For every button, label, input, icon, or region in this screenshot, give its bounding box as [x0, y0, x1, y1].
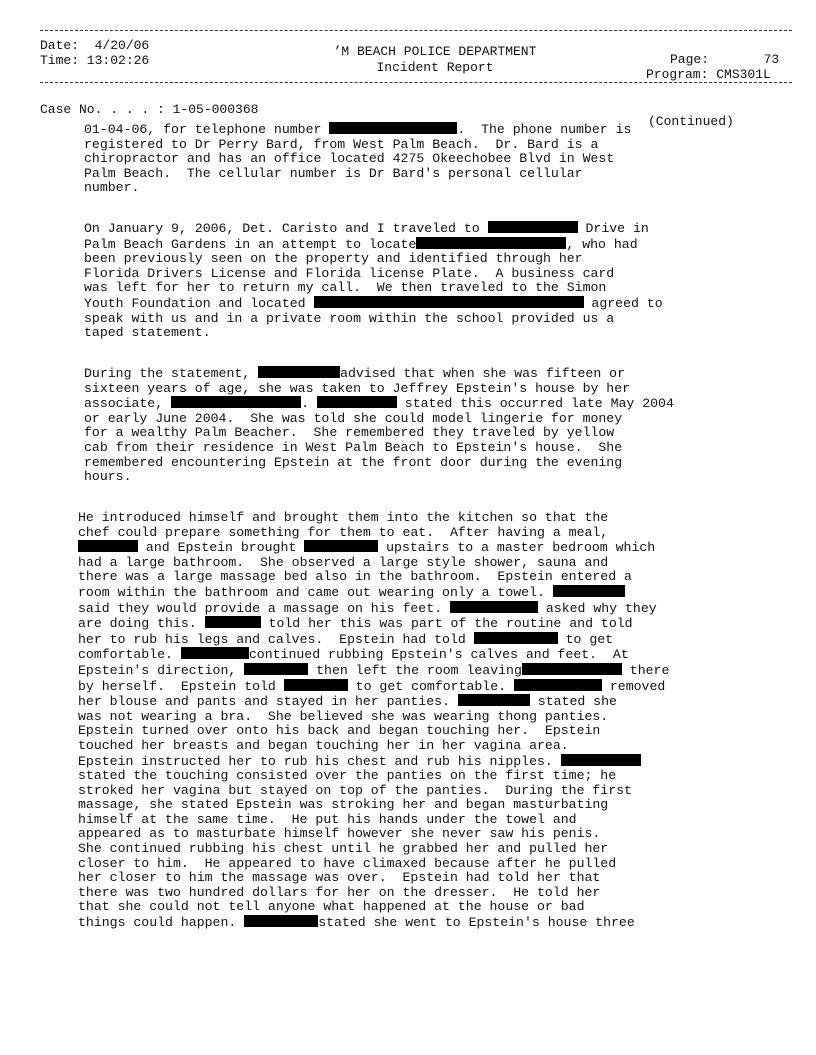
- redaction-box: [561, 754, 641, 766]
- continued-label: (Continued): [648, 114, 734, 129]
- text-line: to get comfortable.: [347, 678, 514, 694]
- header-top-rule: [40, 30, 792, 31]
- text-line: been previously seen on the property and identified through her: [84, 251, 583, 267]
- paragraph-1: [84, 122, 754, 196]
- text-line: taped statement.: [84, 325, 211, 341]
- text-line: there: [621, 662, 670, 678]
- redaction-box: [553, 585, 625, 597]
- redaction-box: [329, 122, 457, 134]
- text-line: Drive in: [577, 221, 649, 236]
- paragraph-3: [84, 366, 754, 485]
- redaction-box: [244, 915, 318, 927]
- redaction-box: [244, 663, 308, 675]
- text-line: and Epstein brought: [138, 540, 305, 556]
- text-line: her to rub his legs and calves. Epstein had told: [78, 631, 474, 647]
- text-line: , who had: [566, 236, 638, 252]
- text-line: stated she: [529, 694, 617, 710]
- text-line: Florida Drivers License and Florida license Plate. A business card: [84, 265, 615, 281]
- redaction-box: [474, 632, 558, 644]
- text-line: upstairs to a master bedroom which: [378, 540, 656, 556]
- text-line: touched her breasts and began touching her in her vagina area.: [78, 737, 569, 753]
- text-line: sixteen years of age, she was taken to Jeffrey Epstein's house by her: [84, 380, 631, 396]
- text-line: said they would provide a massage on his feet.: [78, 600, 450, 616]
- text-line: agreed to: [583, 295, 663, 311]
- redaction-box: [522, 663, 622, 675]
- text-line: Epstein turned over onto his back and began touching her. Epstein: [78, 723, 601, 739]
- report-time: Time: 13:02:26: [40, 53, 150, 68]
- text-line: 01-04-06, for telephone number: [84, 122, 330, 137]
- redaction-box: [314, 296, 584, 308]
- text-line: closer to him. He appeared to have climaxed because after he pulled: [78, 855, 617, 871]
- text-line: are doing this.: [78, 616, 205, 632]
- text-line: registered to Dr Perry Bard, from West Palm Beach. Dr. Bard is a: [84, 136, 599, 152]
- text-line: asked why they: [537, 600, 657, 616]
- redaction-box: [458, 694, 530, 706]
- page-number: Page: 73: [670, 52, 780, 67]
- paragraph-2: [84, 221, 754, 341]
- text-line: told her this was part of the routine and told: [260, 616, 633, 632]
- text-line: number.: [84, 180, 140, 196]
- text-line: advised that when she was fifteen or: [340, 366, 626, 381]
- text-line: had a large bathroom. She observed a large style shower, sauna and: [78, 554, 609, 570]
- redaction-box: [181, 647, 249, 659]
- department-name: ’M BEACH POLICE DEPARTMENT: [333, 44, 537, 59]
- text-line: Palm Beach Gardens in an attempt to locate: [84, 236, 417, 252]
- text-line: her closer to him the massage was over. Epstein had told her that: [78, 870, 601, 886]
- text-line: During the statement,: [84, 366, 259, 381]
- redaction-box: [450, 601, 538, 613]
- text-line: comfortable.: [78, 647, 173, 663]
- redaction-box: [416, 237, 566, 249]
- text-line: that she could not tell anyone what happened at the house or bad: [78, 899, 585, 915]
- text-line: himself at the same time. He put his hands under the towel and: [78, 811, 577, 827]
- text-line: appeared as to masturbate himself however she never saw his penis.: [78, 826, 601, 842]
- text-line: remembered encountering Epstein at the front door during the evening: [84, 454, 623, 470]
- text-line: stated the touching consisted over the panties on the first time; he: [78, 768, 617, 784]
- text-line: room within the bathroom and came out wearing only a towel.: [78, 584, 553, 600]
- redaction-box: [514, 679, 602, 691]
- text-line: Epstein instructed her to rub his chest and rub his nipples.: [78, 753, 561, 769]
- text-line: She continued rubbing his chest until he grabbed her and pulled her: [78, 841, 609, 857]
- text-line: then left the room leaving: [308, 662, 522, 678]
- redaction-box: [488, 221, 578, 233]
- text-line: there was a large massage bed also in the bathroom. Epstein entered a: [78, 569, 632, 585]
- redaction-box: [205, 616, 261, 628]
- redaction-box: [284, 679, 348, 691]
- text-line: to get: [557, 631, 614, 647]
- text-line: speak with us and in a private room within the school provided us a: [84, 310, 615, 326]
- redaction-box: [317, 396, 397, 408]
- text-line: stated she went to Epstein's house three: [318, 915, 635, 931]
- text-line: continued rubbing Epstein's calves and feet. At: [248, 647, 629, 663]
- case-number: Case No. . . . : 1-05-000368: [40, 102, 259, 117]
- redaction-box: [171, 396, 301, 408]
- text-line: . The phone number is: [457, 122, 632, 137]
- text-line: things could happen.: [78, 915, 245, 931]
- redaction-box: [258, 366, 340, 378]
- paragraph-4: [78, 511, 748, 931]
- text-line: He introduced himself and brought them into the kitchen so that the: [78, 510, 609, 525]
- redaction-box: [78, 540, 138, 552]
- text-line: was not wearing a bra. She believed she was wearing thong panties.: [78, 708, 609, 724]
- text-line: .: [301, 396, 317, 412]
- text-line: massage, she stated Epstein was stroking her and began masturbating: [78, 797, 609, 813]
- text-line: there was two hundred dollars for her on the dresser. He told her: [78, 884, 601, 900]
- text-line: stroked her vagina but stayed on top of the panties. During the first: [78, 782, 632, 798]
- text-line: for a wealthy Palm Beacher. She remembered they traveled by yellow: [84, 425, 615, 441]
- text-line: or early June 2004. She was told she could model lingerie for money: [84, 410, 623, 426]
- text-line: was left for her to return my call. We then traveled to the Simon: [84, 280, 607, 296]
- text-line: cab from their residence in West Palm Beach to Epstein's house. She: [84, 439, 623, 455]
- header-bottom-rule: [40, 82, 792, 83]
- redaction-box: [304, 540, 378, 552]
- text-line: by herself. Epstein told: [78, 678, 284, 694]
- text-line: stated this occurred late May 2004: [396, 396, 674, 412]
- report-date: Date: 4/20/06: [40, 38, 150, 53]
- text-line: Palm Beach. The cellular number is Dr Bard's personal cellular: [84, 165, 583, 181]
- text-line: her blouse and pants and stayed in her panties.: [78, 694, 458, 710]
- text-line: removed: [601, 678, 666, 694]
- report-type: Incident Report: [376, 60, 494, 75]
- text-line: hours.: [84, 469, 132, 485]
- text-line: On January 9, 2006, Det. Caristo and I traveled to: [84, 221, 488, 236]
- text-line: Youth Foundation and located: [84, 295, 314, 311]
- text-line: chiropractor and has an office located 4275 Okeechobee Blvd in West: [84, 151, 615, 167]
- text-line: associate,: [84, 396, 172, 412]
- program-id: Program: CMS301L: [646, 67, 771, 82]
- text-line: Epstein's direction,: [78, 662, 245, 678]
- text-line: chef could prepare something for them to eat. After having a meal,: [78, 524, 609, 540]
